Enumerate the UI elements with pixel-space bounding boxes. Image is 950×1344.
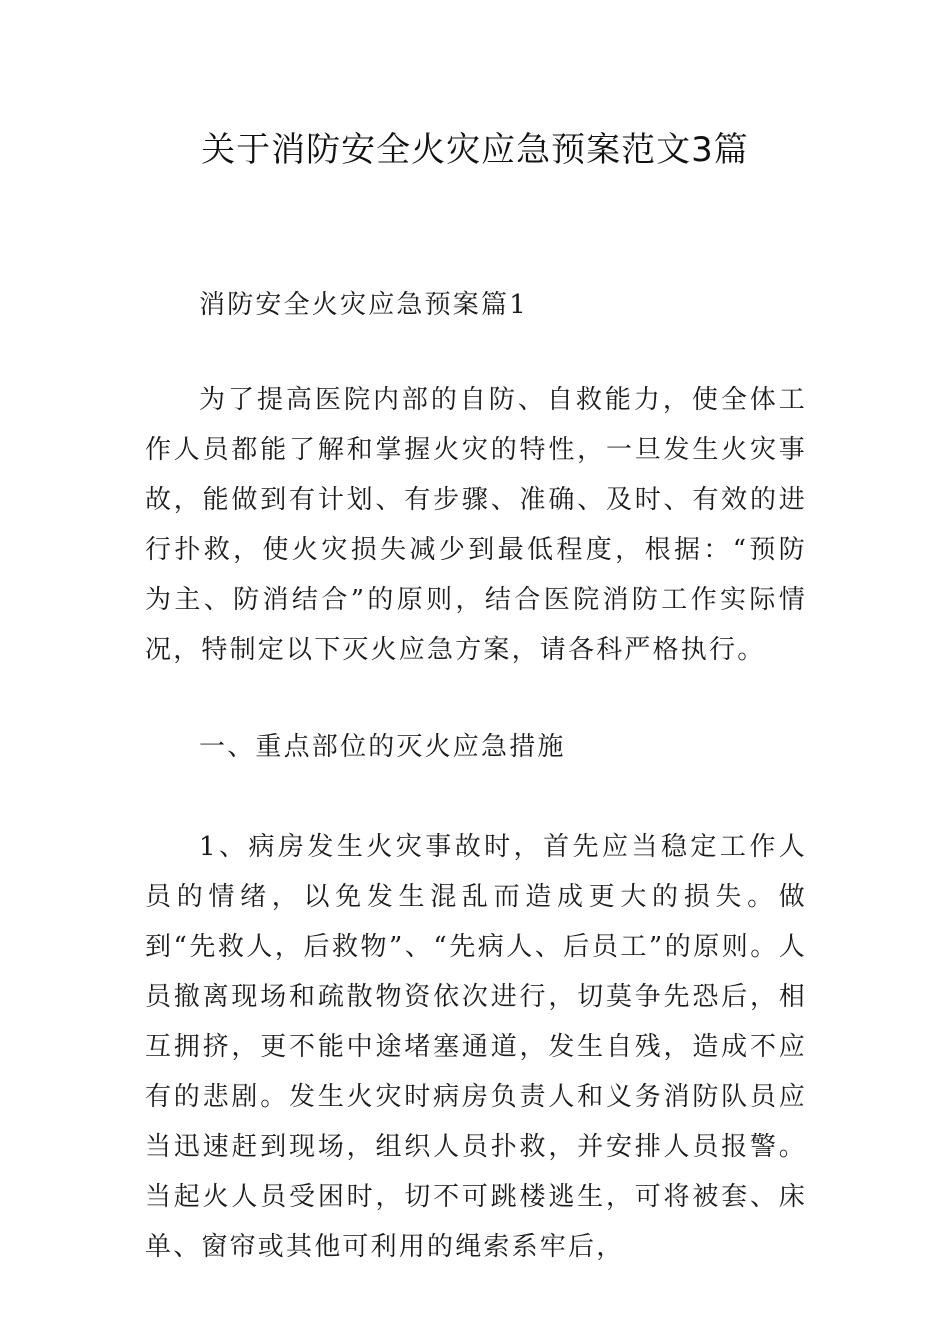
paragraph-intro: 为了提高医院内部的自防、自救能力，使全体工作人员都能了解和掌握火灾的特性，一旦发生火灾事故，能做到有计划、有步骤、准确、及时、有效的进行扑救，使火灾损失减少到最低程度，根据：“预防为主、防消结合”的原则，结合医院消防工作实际情况，特制定以下灭火应急方案，请各科严格执行。	[145, 385, 807, 665]
paragraph-ward-fire: 1、病房发生火灾事故时，首先应当稳定工作人员的情绪，以免发生混乱而造成更大的损失。做到“先救人，后救物”、“先病人、后员工”的原则。人员撤离现场和疏散物资依次进行，切莫争先恐后，相互拥挤，更不能中途堵塞通道，发生自残，造成不应有的悲剧。发生火灾时病房负责人和义务消防队员应当迅速赶到现场，组织人员扑救，并安排人员报警。当起火人员受困时，切不可跳楼逃生，可将被套、床单、窗帘或其他可利用的绳索系牢后，	[145, 832, 807, 1262]
document-title: 关于消防安全火灾应急预案范文3篇	[201, 130, 749, 170]
document-subtitle: 消防安全火灾应急预案篇1	[199, 290, 528, 320]
section-heading: 一、重点部位的灭火应急措施	[199, 732, 566, 762]
